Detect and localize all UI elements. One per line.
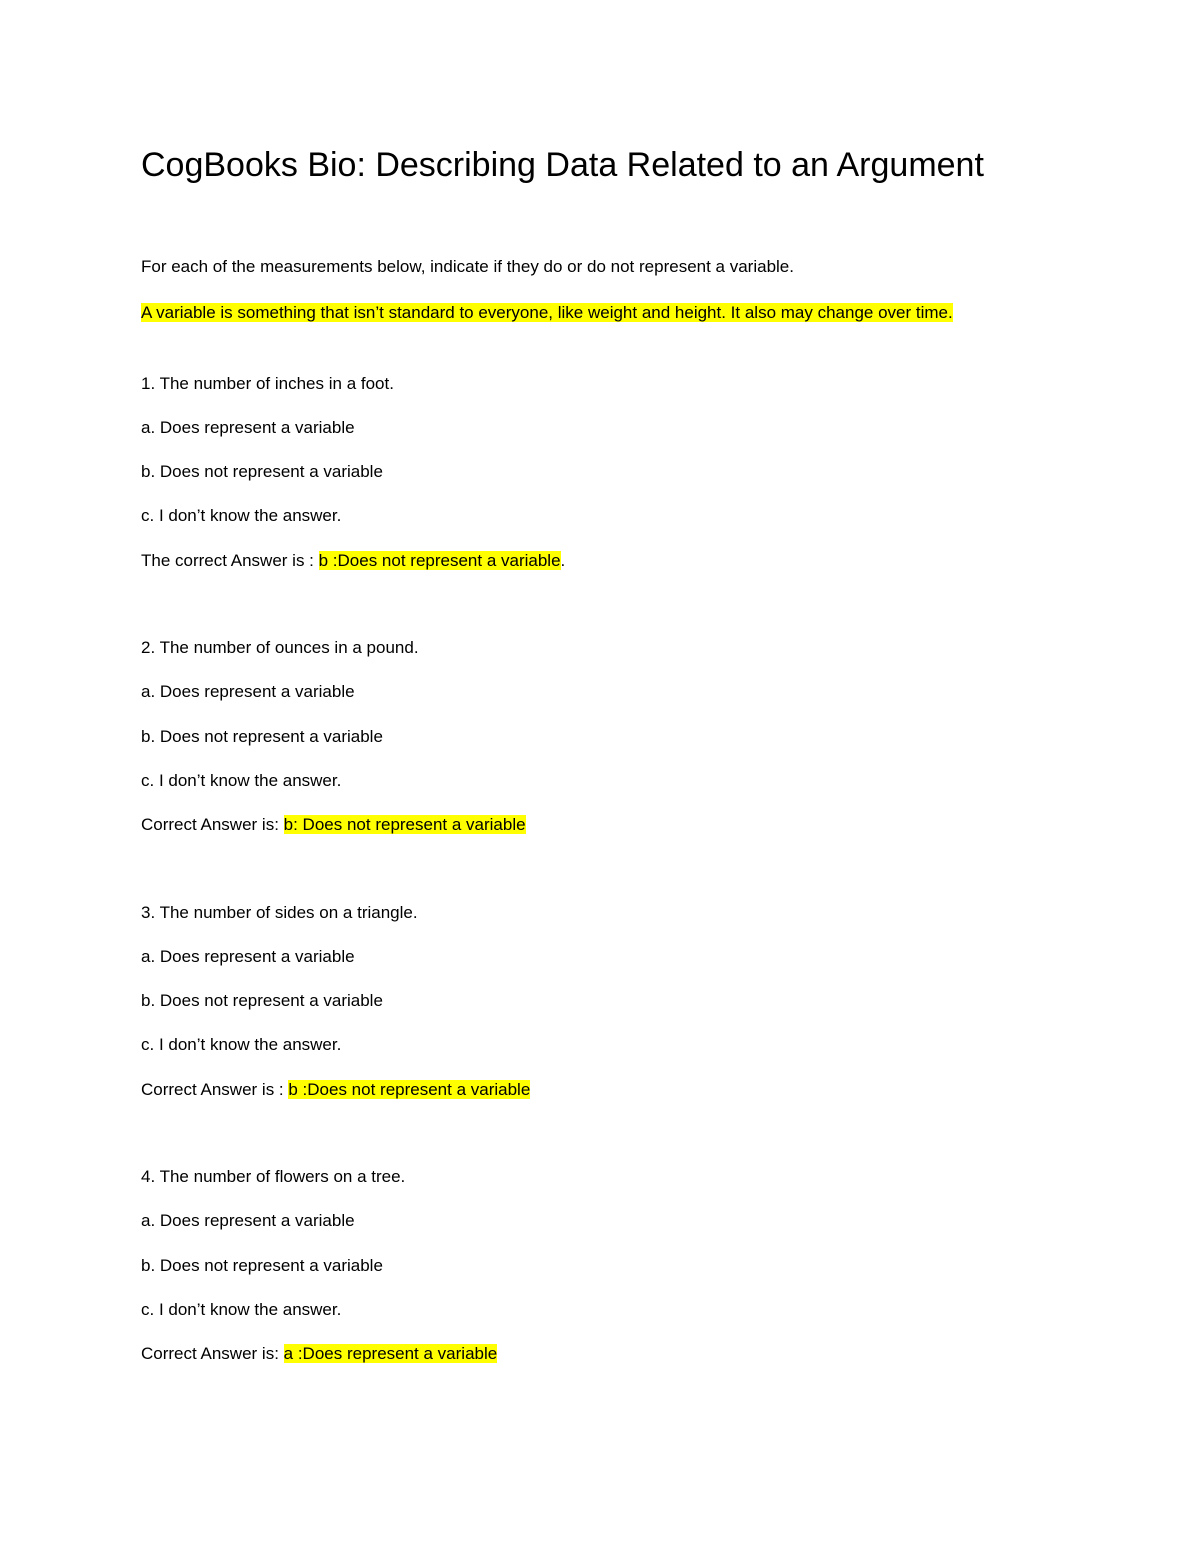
highlighted-note-text: A variable is something that isn’t standard to everyone, like weight and height. It also may change over time. bbox=[141, 303, 953, 322]
question-1-prompt: 1. The number of inches in a foot. bbox=[141, 374, 394, 393]
question-4-option-a: a. Does represent a variable bbox=[141, 1211, 355, 1230]
question-2-option-c: c. I don’t know the answer. bbox=[141, 771, 342, 790]
question-3-answer bbox=[141, 1079, 530, 1101]
question-4-answer bbox=[141, 1343, 497, 1365]
question-3-prompt: 3. The number of sides on a triangle. bbox=[141, 903, 418, 922]
answer-highlight: b: Does not represent a variable bbox=[283, 815, 526, 834]
answer-suffix: . bbox=[560, 551, 566, 570]
question-4-option-c: c. I don’t know the answer. bbox=[141, 1300, 342, 1319]
answer-highlight: b :Does not represent a variable bbox=[318, 551, 561, 570]
answer-prefix: The correct Answer is : bbox=[141, 551, 319, 570]
answer-highlight: a :Does represent a variable bbox=[283, 1344, 498, 1363]
question-1-option-b: b. Does not represent a variable bbox=[141, 462, 383, 481]
question-4-option-b: b. Does not represent a variable bbox=[141, 1256, 383, 1275]
question-1-option-c: c. I don’t know the answer. bbox=[141, 506, 342, 525]
answer-prefix: Correct Answer is: bbox=[141, 1344, 284, 1363]
question-1-answer bbox=[141, 550, 565, 572]
question-2-option-b: b. Does not represent a variable bbox=[141, 727, 383, 746]
question-3-option-a: a. Does represent a variable bbox=[141, 947, 355, 966]
question-3-option-c: c. I don’t know the answer. bbox=[141, 1035, 342, 1054]
question-3-option-b: b. Does not represent a variable bbox=[141, 991, 383, 1010]
answer-prefix: Correct Answer is : bbox=[141, 1080, 289, 1099]
question-2-answer bbox=[141, 814, 526, 836]
answer-highlight: b :Does not represent a variable bbox=[288, 1080, 531, 1099]
question-2-prompt: 2. The number of ounces in a pound. bbox=[141, 638, 419, 657]
question-1-option-a: a. Does represent a variable bbox=[141, 418, 355, 437]
instructions: For each of the measurements below, indicate if they do or do not represent a variable. bbox=[141, 257, 794, 276]
question-4-prompt: 4. The number of flowers on a tree. bbox=[141, 1167, 406, 1186]
question-2-option-a: a. Does represent a variable bbox=[141, 682, 355, 701]
highlighted-note bbox=[141, 298, 1046, 327]
document-title: CogBooks Bio: Describing Data Related to an Argument bbox=[141, 146, 984, 184]
answer-prefix: Correct Answer is: bbox=[141, 815, 284, 834]
